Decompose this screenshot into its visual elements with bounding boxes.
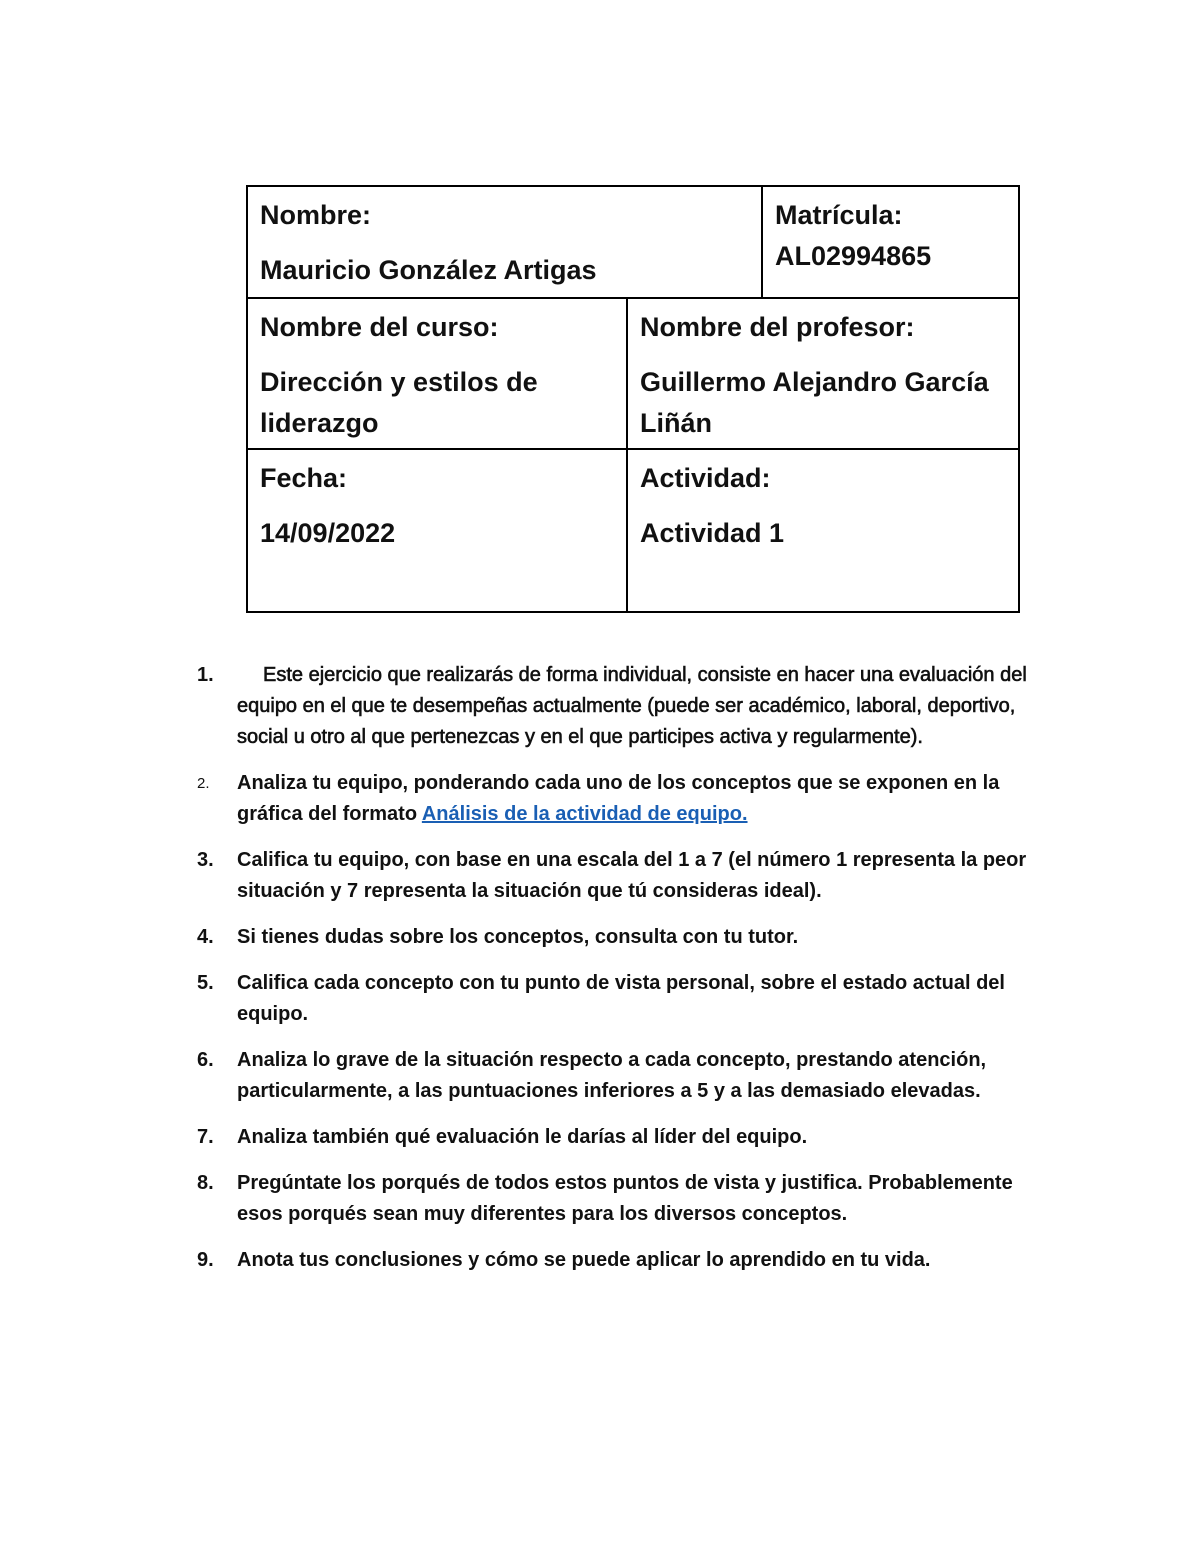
item-number: 2.: [197, 775, 210, 792]
name-cell: [248, 187, 761, 297]
item-number: 6.: [197, 1049, 214, 1071]
item-text-before-link: Analiza tu equipo, ponderando cada uno de los conceptos que se exponen en la gráfica del formato: [237, 772, 1000, 825]
item-number: 1.: [197, 664, 214, 686]
activity-analysis-link[interactable]: Análisis de la actividad de equipo.: [421, 803, 748, 825]
item-number: 7.: [197, 1126, 214, 1148]
list-item: [197, 660, 1037, 753]
item-text: Este ejercicio que realizarás de forma individual, consiste en hacer una evaluación del equipo en el que te desempeñas actualmente (puede ser académico, laboral, deportivo, social u otro al que pertenezcas y en el que participes activa y regularmente).: [237, 664, 1027, 748]
activity-label: Actividad:: [640, 463, 771, 493]
date-value: 14/09/2022: [260, 518, 396, 548]
professor-value: Guillermo Alejandro García Liñán: [640, 367, 989, 438]
professor-label: Nombre del profesor:: [640, 312, 915, 342]
list-item: [197, 768, 1037, 830]
name-label: Nombre:: [260, 200, 372, 230]
item-text: Analiza lo grave de la situación respecto a cada concepto, prestando atención, particularmente, a las puntuaciones inferiores a 5 y a las demasiado elevadas.: [237, 1049, 987, 1102]
matricula-cell: [763, 187, 1018, 297]
list-item: [197, 922, 1037, 953]
item-text: Analiza también qué evaluación le darías al líder del equipo.: [237, 1126, 808, 1148]
item-number: 5.: [197, 972, 214, 994]
name-value: Mauricio González Artigas: [260, 255, 597, 285]
item-number: 9.: [197, 1249, 214, 1271]
matricula-value: AL02994865: [775, 241, 932, 271]
item-text: Pregúntate los porqués de todos estos puntos de vista y justifica. Probablemente esos porqués sean muy diferentes para los diversos conceptos.: [237, 1172, 1013, 1225]
date-cell: [248, 450, 626, 611]
course-cell: [248, 299, 626, 448]
list-item: [197, 1168, 1037, 1230]
course-label: Nombre del curso:: [260, 312, 499, 342]
matricula-label: Matrícula:: [775, 200, 903, 230]
item-text: Califica tu equipo, con base en una escala del 1 a 7 (el número 1 representa la peor situación y 7 representa la situación que tú consideras ideal).: [237, 849, 1027, 902]
list-item: [197, 1122, 1037, 1153]
item-text: Califica cada concepto con tu punto de vista personal, sobre el estado actual del equipo.: [237, 972, 1005, 1025]
activity-value: Actividad 1: [640, 518, 785, 548]
item-number: 4.: [197, 926, 214, 948]
instructions-list: [197, 660, 1037, 1291]
item-text: [237, 768, 1037, 830]
course-value: Dirección y estilos de liderazgo: [260, 367, 538, 438]
list-item: [197, 1045, 1037, 1107]
list-item: [197, 968, 1037, 1030]
item-number: 8.: [197, 1172, 214, 1194]
activity-cell: [628, 450, 1018, 611]
list-item: [197, 1245, 1037, 1276]
date-label: Fecha:: [260, 463, 348, 493]
professor-cell: [628, 299, 1018, 448]
item-text: Anota tus conclusiones y cómo se puede aplicar lo aprendido en tu vida.: [237, 1249, 931, 1271]
student-info-table: [246, 185, 1020, 613]
item-number: 3.: [197, 849, 214, 871]
item-text: Si tienes dudas sobre los conceptos, consulta con tu tutor.: [237, 926, 799, 948]
list-item: [197, 845, 1037, 907]
